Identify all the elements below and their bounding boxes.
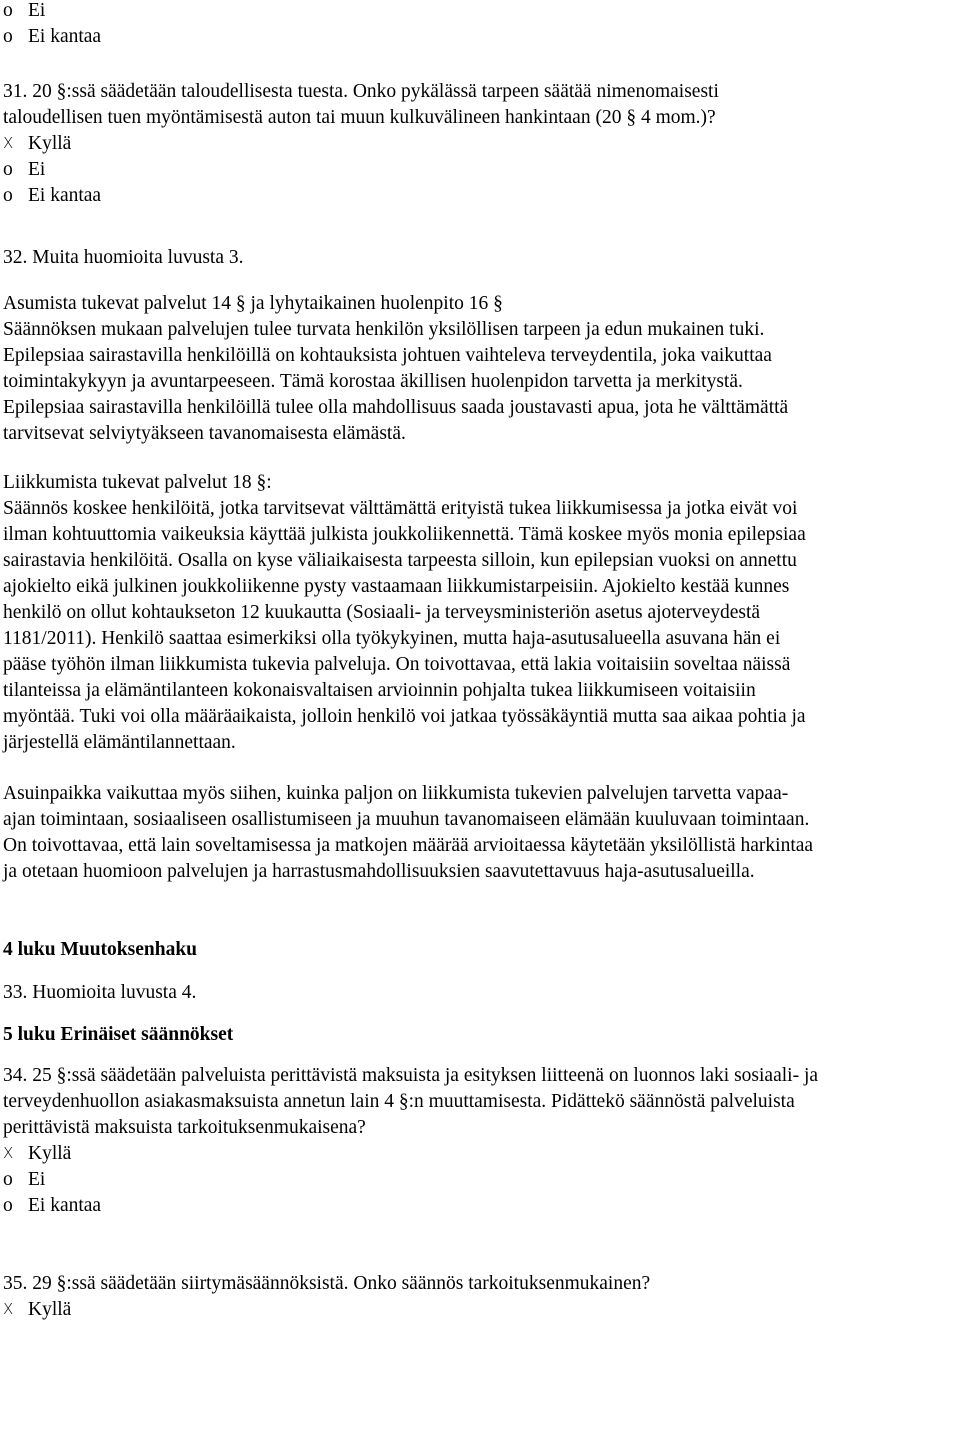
option-label: Ei kantaa — [28, 26, 102, 47]
question-31 — [3, 79, 955, 209]
document — [3, 0, 955, 1323]
paragraph-line: Epilepsiaa sairastavilla henkilöillä on kohtauksista johtuen vaihteleva terveydentila, joka vaikuttaa — [3, 345, 772, 366]
option-kylla[interactable] — [3, 131, 955, 157]
option-label: Ei — [28, 1169, 46, 1190]
question-text-line: 31. 20 §:ssä säädetään taloudellisesta tuesta. Onko pykälässä tarpeen säätää nimenomaisesti — [3, 81, 719, 102]
paragraph-line: ajan toimintaan, sosiaaliseen osallistumiseen ja muuhun tavanomaiseen elämään kuuluvaan toimintaan. — [3, 809, 810, 830]
question-33-title: 33. Huomioita luvusta 4. — [3, 982, 197, 1003]
question-title: 32. Muita huomioita luvusta 3. — [3, 247, 244, 268]
paragraph-line: pääse työhön ilman liikkumista tukevia palveluja. On toivottavaa, että lakia voitaisiin soveltaa näissä — [3, 654, 791, 675]
paragraph-line: Asuinpaikka vaikuttaa myös siihen, kuinka paljon on liikkumista tukevien palvelujen tarvetta vapaa- — [3, 783, 789, 804]
unchecked-mark: o — [3, 159, 13, 180]
unchecked-mark: o — [3, 185, 13, 206]
option-ei[interactable] — [3, 0, 955, 24]
chapter-heading: 4 luku Muutoksenhaku — [3, 939, 198, 960]
question-32 — [3, 245, 955, 885]
paragraph-line: ajokielto eikä julkinen joukkoliikenne pysty vastaamaan liikkumistarpeisiin. Ajokielto kestää kunnes — [3, 576, 790, 597]
paragraph-line: Liikkumista tukevat palvelut 18 §: — [3, 472, 272, 493]
top-options — [3, 0, 955, 50]
paragraph-line: On toivottavaa, että lain soveltamisessa ja matkojen määrää arvioitaessa käytetään yksilöllistä harkintaa — [3, 835, 814, 856]
paragraph-line: ja otetaan huomioon palvelujen ja harrastusmahdollisuuksien saavutettavuus haja-asutusalueilla. — [3, 861, 755, 882]
paragraph-line: ilman kohtuuttomia vaikeuksia käyttää julkista joukkoliikennettä. Tämä koskee myös monia epilepsiaa — [3, 524, 806, 545]
option-ei[interactable] — [3, 157, 955, 183]
question-text-line: 35. 29 §:ssä säädetään siirtymäsäännöksistä. Onko säännös tarkoituksenmukainen? — [3, 1273, 651, 1294]
option-ei-kantaa[interactable] — [3, 1193, 955, 1219]
option-label: Ei — [28, 159, 46, 180]
question-text-line: terveydenhuollon asiakasmaksuista annetun lain 4 §:n muuttamisesta. Pidättekö säännöstä palveluista — [3, 1091, 795, 1112]
chapter-5 — [3, 1022, 955, 1048]
option-ei-kantaa[interactable] — [3, 183, 955, 209]
question-text-line: perittävistä maksuista tarkoituksenmukaisena? — [3, 1117, 366, 1138]
paragraph-line: henkilö on ollut kohtaukseton 12 kuukautta (Sosiaali- ja terveysministeriön asetus ajoterveydestä — [3, 602, 761, 623]
option-label: Kyllä — [28, 1299, 72, 1320]
paragraph-line: Säännös koskee henkilöitä, jotka tarvitsevat välttämättä erityistä tukea liikkumisessa ja jotka eivät voi — [3, 498, 798, 519]
option-ei-kantaa[interactable] — [3, 24, 955, 50]
paragraph-line: Säännöksen mukaan palvelujen tulee turvata henkilön yksilöllisen tarpeen ja edun mukainen tuki. — [3, 319, 765, 340]
paragraph-line: myöntää. Tuki voi olla määräaikaista, jolloin henkilö voi jatkaa työssäkäyntiä mutta saa aikaa pohtia ja — [3, 706, 806, 727]
paragraph-line: Asumista tukevat palvelut 14 § ja lyhytaikainen huolenpito 16 § — [3, 293, 503, 314]
question-34 — [3, 1063, 955, 1219]
paragraph-asuinpaikka — [3, 781, 955, 885]
option-ei[interactable] — [3, 1167, 955, 1193]
checked-x-icon: X — [3, 1144, 14, 1162]
checked-x-icon: X — [3, 1300, 14, 1318]
paragraph-line: toimintakykyyn ja avuntarpeeseen. Tämä korostaa äkillisen huolenpidon tarvetta ja merkitystä. — [3, 371, 743, 392]
option-kylla[interactable] — [3, 1297, 955, 1323]
unchecked-mark: o — [3, 0, 13, 21]
chapter-4 — [3, 937, 955, 1006]
paragraph-line: tarvitsevat selviytyäkseen tavanomaisesta elämästä. — [3, 423, 406, 444]
option-label: Ei — [28, 0, 46, 21]
option-label: Kyllä — [28, 133, 72, 154]
option-label: Kyllä — [28, 1143, 72, 1164]
unchecked-mark: o — [3, 1195, 13, 1216]
paragraph-line: Epilepsiaa sairastavilla henkilöillä tulee olla mahdollisuus saada joustavasti apua, jota he välttämättä — [3, 397, 789, 418]
chapter-heading: 5 luku Erinäiset säännökset — [3, 1024, 234, 1045]
paragraph-line: sairastavia henkilöitä. Osalla on kyse väliaikaisesta tarpeesta silloin, kun epilepsian vuoksi on annettu — [3, 550, 797, 571]
option-label: Ei kantaa — [28, 1195, 102, 1216]
question-35 — [3, 1271, 955, 1323]
question-text-line: taloudellisen tuen myöntämisestä auton tai muun kulkuvälineen hankintaan (20 § 4 mom.)? — [3, 107, 716, 128]
paragraph-line: 1181/2011). Henkilö saattaa esimerkiksi olla työkykyinen, mutta haja-asutusalueella asuvana hän ei — [3, 628, 781, 649]
paragraph-asumista — [3, 291, 955, 447]
paragraph-line: tilanteissa ja elämäntilanteen kokonaisvaltaisen arvioinnin pohjalta tukea liikkumiseen voitaisiin — [3, 680, 756, 701]
checked-x-icon: X — [3, 134, 14, 152]
paragraph-liikkumista — [3, 470, 955, 756]
paragraph-line: järjestellä elämäntilannettaan. — [3, 732, 236, 753]
unchecked-mark: o — [3, 26, 13, 47]
option-kylla[interactable] — [3, 1141, 955, 1167]
unchecked-mark: o — [3, 1169, 13, 1190]
question-text-line: 34. 25 §:ssä säädetään palveluista perittävistä maksuista ja esityksen liitteenä on luonnos laki sosiaali- ja — [3, 1065, 819, 1086]
option-label: Ei kantaa — [28, 185, 102, 206]
